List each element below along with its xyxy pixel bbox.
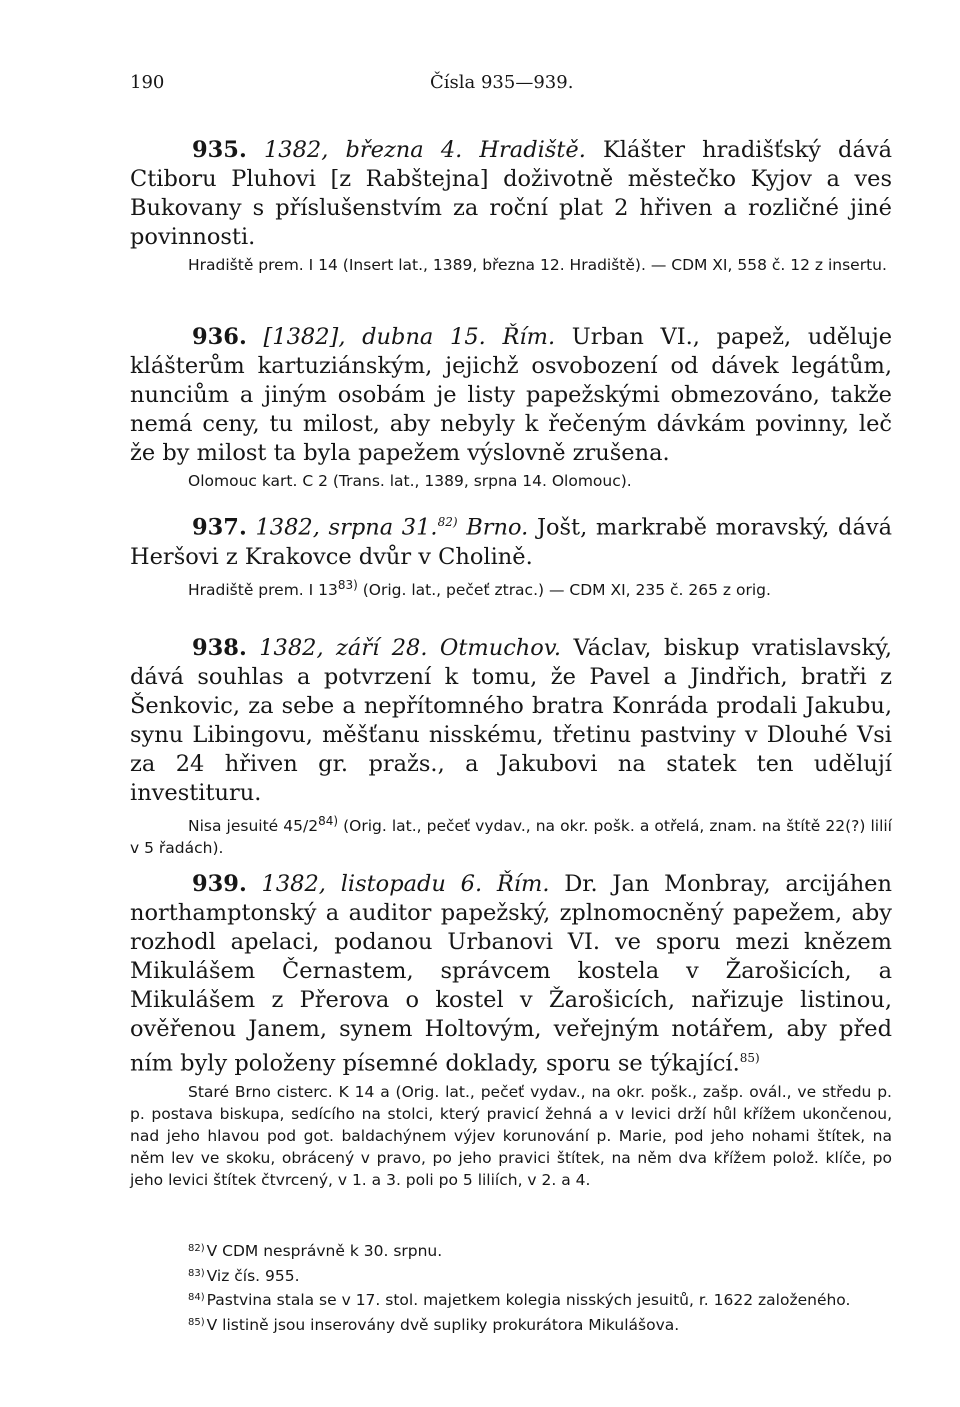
- entry-regest: Jošt, markrabě moravský, dává Heršovi z Krakovce dvůr v Cholině.: [130, 514, 892, 570]
- entry-date-place: 1382, srpna 31.: [255, 514, 438, 541]
- entry-date-place: 1382, září 28. Otmuchov.: [259, 635, 562, 661]
- entry-source: [130, 574, 892, 601]
- entry-number: 937.: [192, 514, 247, 541]
- source-text: (Orig. lat., pečeť vydav., na okr. pošk. a otřelá, znam. na štítě 22(?) lilií v 5 řadách).: [130, 817, 892, 858]
- entry-regest: Klášter hradišťský dává Ctiboru Pluhovi [z Rabštejna] doživotně městečko Kyjov a ves Bukovany s příslušenstvím za roční plat 2 hřiven a rozličné jiné povinnosti.: [130, 137, 892, 250]
- footnote-mark: 85): [188, 1316, 205, 1328]
- entry-937: [130, 508, 892, 601]
- source-text: (Orig. lat., pečeť ztrac.) — CDM XI, 235 č. 265 z orig.: [357, 580, 771, 599]
- footnote-ref: 84): [318, 814, 339, 828]
- footnotes: [130, 1238, 900, 1336]
- source-text: Nisa jesuité 45/2: [188, 817, 319, 836]
- entry-text: [130, 870, 892, 1079]
- entry-938: [130, 634, 892, 859]
- entry-number: 938.: [192, 635, 247, 661]
- entry-regest: Dr. Jan Monbray, arcijáhen northamptonský a auditor papežský, zplnomocněný papežem, aby rozhodl apelaci, podanou Urbanovi VI. ve sporu mezi knězem Mikulášem Černastem, správcem kostela v Žarošicích, a Mikulášem z Přerova o kostel v Žarošicích, nařizuje listinou, ověřenou Janem, synem Holtovým, veřejným notářem, aby před ním byly položeny písemné doklady, sporu se týkající.: [130, 871, 892, 1077]
- entry-date-place: 1382, března 4. Hradiště.: [263, 137, 586, 163]
- footnote-mark: 83): [188, 1267, 205, 1279]
- entry-936: [130, 323, 892, 492]
- entry-text: [130, 634, 892, 808]
- footnote-text: Viz čís. 955.: [206, 1266, 300, 1285]
- footnote: [130, 1238, 900, 1263]
- entry-date-place: 1382, listopadu 6. Řím.: [261, 871, 550, 897]
- entry-date-place: [1382], dubna 15. Řím.: [263, 324, 556, 350]
- footnote-ref: 82): [437, 515, 458, 529]
- footnote-text: V CDM nesprávně k 30. srpnu.: [206, 1242, 443, 1260]
- entry-number: 936.: [192, 324, 247, 350]
- entry-935: [130, 136, 892, 276]
- entry-regest: Václav, biskup vratislavský, dává souhlas a potvrzení k tomu, že Pavel a Jindřich, bratři z Šenkovic, za sebe a nepřítomného bratra Konráda prodali Jakubu, synu Libingovu, měšťanu nisskému, třetinu pastviny v Dlouhé Vsi za 24 hřiven gr. pražs., a Jakubovi na statek ten udělují investituru.: [130, 635, 892, 806]
- entry-number: 935.: [192, 137, 247, 163]
- entry-regest: Urban VI., papež, uděluje klášterům kartuziánským, jejichž osvobození od dávek legátům, nunciům a jiným osobám je listy papežskými obmezováno, takže nemá ceny, tu milost, aby nebyly k řečeným dávkám povinny, leč že by milost ta byla papežem výslovně zrušena.: [130, 324, 893, 466]
- footnote: [130, 1287, 900, 1312]
- footnote-text: Pastvina stala se v 17. stol. majetkem kolegia nisských jesuitů, r. 1622 založeného.: [206, 1291, 851, 1309]
- entry-place: Brno.: [466, 514, 529, 541]
- footnote-ref: 83): [337, 577, 358, 592]
- footnote-mark: 84): [188, 1292, 205, 1303]
- entry-source: Hradiště prem. I 14 (Insert lat., 1389, března 12. Hradiště). — CDM XI, 558 č. 12 z insertu.: [188, 256, 887, 274]
- entry-number: 939.: [192, 871, 247, 897]
- page-header: [130, 72, 890, 102]
- footnote: [130, 1312, 900, 1337]
- footnote-mark: 82): [188, 1243, 205, 1254]
- running-title: Čísla 935—939.: [430, 72, 574, 93]
- entry-text: [130, 508, 892, 572]
- entry-source: [130, 810, 892, 859]
- entry-text: [130, 136, 892, 252]
- footnote-text: V listině jsou inserovány dvě supliky prokurátora Mikulášova.: [206, 1315, 680, 1334]
- footnote: [130, 1263, 900, 1288]
- entry-text: [130, 323, 892, 468]
- entry-source: Olomouc kart. C 2 (Trans. lat., 1389, srpna 14. Olomouc).: [188, 472, 632, 490]
- entry-source: Staré Brno cisterc. K 14 a (Orig. lat., pečeť vydav., na okr. pošk., zašp. ovál., ve středu p. p. postava biskupa, sedícího na stolci, který pravicí žehná a v levici drží hůl křížem ukončenou, nad jeho hlavou pod got. baldachýnem výjev korunování p. Marie, pod jeho nohami štítek, na něm lev ve skoku, obrácený v pravo, po jeho pravici štítek, na něm dva křížem polož. klíče, po jeho levici štítek čtvrcený, v 1. a 3. poli po 5 liliích, v 2. a 4.: [130, 1082, 892, 1189]
- footnote-ref: 85): [739, 1051, 760, 1065]
- source-text: Hradiště prem. I 13: [188, 580, 338, 599]
- page-number: 190: [130, 72, 165, 93]
- entry-939: [130, 870, 892, 1191]
